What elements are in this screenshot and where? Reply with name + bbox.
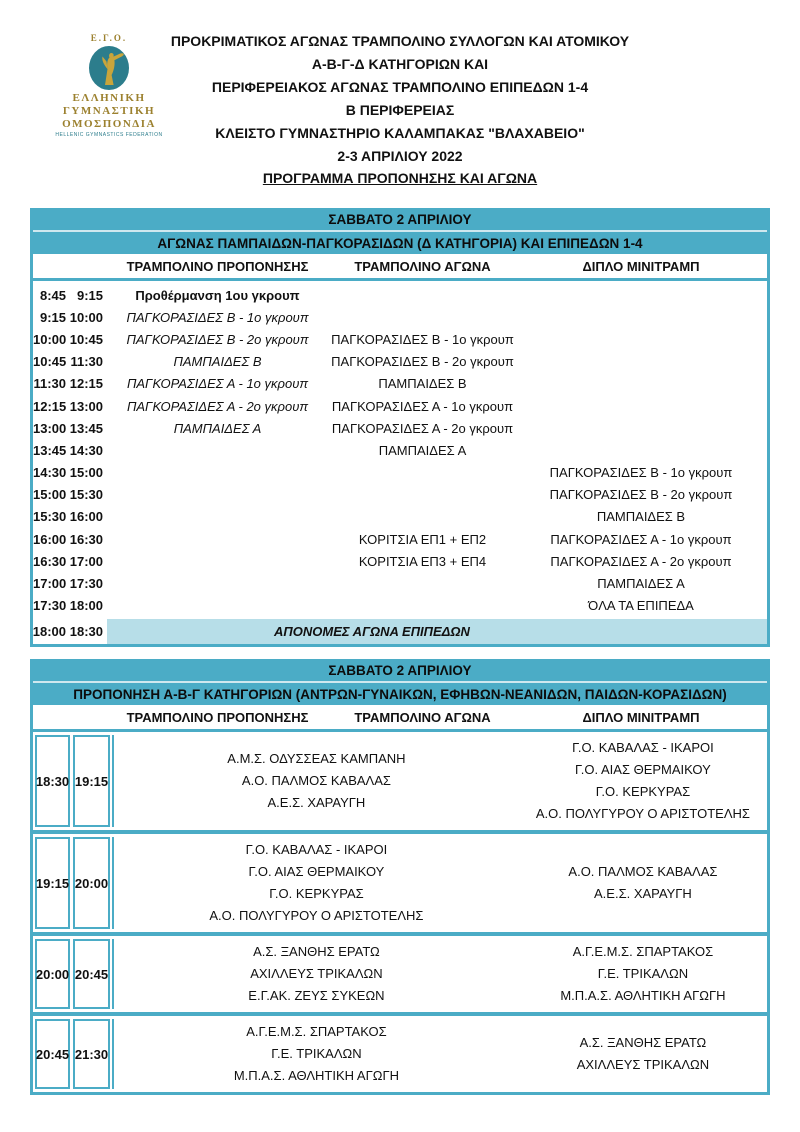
- competition-entry: ΚΟΡΙΤΣΙΑ ΕΠ3 + ΕΠ4: [358, 553, 487, 569]
- minitramp-entry: ΠΑΓΚΟΡΑΣΙΔΕΣ Β - 2ο γκρουπ: [549, 487, 733, 503]
- club-name: Α.Ο. ΠΑΛΜΟΣ ΚΑΒΑΛΑΣ: [241, 773, 391, 788]
- minitramp-clubs-list: [519, 941, 767, 1007]
- schedule-row: [33, 417, 767, 439]
- table1-footer-row: [33, 619, 767, 644]
- time-start-cell: 18:30: [35, 735, 70, 827]
- title-line: ΚΛΕΙΣΤΟ ΓΥΜΝΑΣΤΗΡΙΟ ΚΑΛΑΜΠΑΚΑΣ "ΒΛΑΧΑΒΕΙΟ": [215, 125, 585, 141]
- time-start: 15:30: [33, 509, 67, 525]
- club-name: Γ.Ε. ΤΡΙΚΑΛΩΝ: [597, 966, 689, 981]
- club-name: Α.Σ. ΞΑΝΘΗΣ ΕΡΑΤΩ: [579, 1035, 707, 1050]
- time-start: 12:15: [33, 398, 67, 414]
- column-header-training: ΤΡΑΜΠΟΛΙΝΟ ΠΡΟΠΟΝΗΣΗΣ: [126, 709, 309, 725]
- training-clubs-list: [114, 839, 519, 927]
- club-name: Μ.Π.Α.Σ. ΑΘΛΗΤΙΚΗ ΑΓΩΓΗ: [560, 988, 726, 1003]
- club-name: ΑΧΙΛΛΕΥΣ ΤΡΙΚΑΛΩΝ: [250, 966, 383, 981]
- time-end: 15:00: [69, 465, 103, 481]
- table1-column-headers: [33, 254, 767, 281]
- club-name: Γ.Ο. ΚΑΒΑΛΑΣ - ΙΚΑΡΟΙ: [245, 842, 388, 857]
- table2-body: [33, 732, 767, 1092]
- block-content: [112, 735, 767, 827]
- logo-acronym: Ε.Γ.Ο.: [90, 33, 128, 43]
- time-end: 14:30: [69, 442, 103, 458]
- time-start: 16:30: [33, 553, 67, 569]
- column-header-competition: ΤΡΑΜΠΟΛΙΝΟ ΑΓΩΝΑ: [354, 258, 491, 274]
- table2-header-band: [33, 659, 767, 705]
- column-header-minitramp: ΔΙΠΛΟ ΜΙΝΙΤΡΑΜΠ: [582, 258, 700, 274]
- time-start-cell: 20:45: [35, 1019, 70, 1089]
- minitramp-entry: ΠΑΓΚΟΡΑΣΙΔΕΣ Α - 1ο γκρουπ: [550, 531, 732, 547]
- column-header-competition: ΤΡΑΜΠΟΛΙΝΟ ΑΓΩΝΑ: [354, 709, 491, 725]
- competition-entry: ΠΑΓΚΟΡΑΣΙΔΕΣ Β - 1ο γκρουπ: [331, 331, 514, 347]
- time-start: 13:00: [33, 420, 67, 436]
- time-start: 10:45: [33, 354, 67, 370]
- logo-name-line3: ΟΜΟΣΠΟΝΔΙΑ: [62, 118, 156, 130]
- time-start: 16:00: [33, 531, 67, 547]
- time-start-cell: 20:00: [35, 939, 70, 1009]
- training-clubs-list: [114, 941, 519, 1007]
- time-end-cell: 20:00: [73, 837, 110, 929]
- block-content: [112, 1019, 767, 1089]
- schedule-row: [33, 572, 767, 594]
- schedule-row: [33, 506, 767, 528]
- time-end: 10:00: [69, 309, 103, 325]
- training-clubs-list: [114, 748, 519, 814]
- club-name: Ε.Γ.ΑΚ. ΖΕΥΣ ΣΥΚΕΩΝ: [248, 988, 385, 1003]
- time-start: 14:30: [33, 465, 67, 481]
- schedule-row: [33, 284, 767, 306]
- club-name: Α.Ο. ΠΑΛΜΟΣ ΚΑΒΑΛΑΣ: [568, 864, 718, 879]
- competition-entry: ΠΑΜΠΑΙΔΕΣ Β: [378, 376, 467, 392]
- minitramp-clubs-list: [519, 1032, 767, 1076]
- schedule-row: [33, 595, 767, 617]
- minitramp-entry: ΠΑΜΠΑΙΔΕΣ Β: [596, 509, 686, 525]
- awards-ceremony-label: ΑΠΟΝΟΜΕΣ ΑΓΩΝΑ ΕΠΙΠΕΔΩΝ: [107, 619, 767, 644]
- schedule-row: [33, 328, 767, 350]
- time-end: 12:15: [69, 376, 103, 392]
- block-content: [112, 837, 767, 929]
- minitramp-clubs-list: [519, 737, 767, 825]
- club-name: Α.Γ.Ε.Μ.Σ. ΣΠΑΡΤΑΚΟΣ: [572, 944, 714, 959]
- table2-column-headers: [33, 705, 767, 732]
- logo-name-line1: ΕΛΛΗΝΙΚΗ: [72, 92, 146, 104]
- document-title: [0, 30, 800, 168]
- training-entry: ΠΑΓΚΟΡΑΣΙΔΕΣ Β - 2ο γκρουπ: [126, 331, 309, 347]
- logo-subtitle: HELLENIC GYMNASTICS FEDERATION: [55, 132, 163, 138]
- schedule-row: [33, 462, 767, 484]
- schedule-row: [33, 528, 767, 550]
- time-start: 18:00: [32, 623, 66, 639]
- time-end: 13:45: [69, 420, 103, 436]
- time-start: 11:30: [33, 376, 66, 392]
- time-end: 10:45: [69, 331, 103, 347]
- training-block: [33, 830, 767, 932]
- minitramp-entry: ΠΑΓΚΟΡΑΣΙΔΕΣ Α - 2ο γκρουπ: [550, 553, 732, 569]
- time-end: 16:00: [69, 509, 103, 525]
- time-end: 18:00: [69, 598, 103, 614]
- time-start: 17:30: [33, 598, 67, 614]
- club-name: Μ.Π.Α.Σ. ΑΘΛΗΤΙΚΗ ΑΓΩΓΗ: [233, 1068, 400, 1083]
- title-line: 2-3 ΑΠΡΙΛΙΟΥ 2022: [337, 148, 463, 164]
- program-title: ΠΡΟΓΡΑΜΜΑ ΠΡΟΠΟΝΗΣΗΣ ΚΑΙ ΑΓΩΝΑ: [262, 170, 538, 186]
- club-name: Γ.Ο. ΚΕΡΚΥΡΑΣ: [269, 886, 364, 901]
- schedule-row: [33, 395, 767, 417]
- training-block: [33, 732, 767, 830]
- club-name: Γ.Ο. ΑΙΑΣ ΘΕΡΜΑΙΚΟΥ: [575, 762, 711, 777]
- schedule-row: [33, 351, 767, 373]
- schedule-row: [33, 373, 767, 395]
- training-entry: Προθέρμανση 1ου γκρουπ: [135, 287, 300, 303]
- schedule-row: [33, 484, 767, 506]
- club-name: Α.Ε.Σ. ΧΑΡΑΥΓΗ: [267, 795, 366, 810]
- club-name: Α.Ο. ΠΟΛΥΓΥΡΟΥ Ο ΑΡΙΣΤΟΤΕΛΗΣ: [209, 908, 424, 923]
- schedule-row: [33, 550, 767, 572]
- training-block: [33, 932, 767, 1012]
- club-name: Α.Ε.Σ. ΧΑΡΑΥΓΗ: [594, 886, 692, 901]
- time-start: 15:00: [33, 487, 67, 503]
- club-name: Γ.Ο. ΚΑΒΑΛΑΣ - ΙΚΑΡΟΙ: [572, 740, 714, 755]
- competition-entry: ΠΑΜΠΑΙΔΕΣ Α: [378, 442, 467, 458]
- title-line: Α-Β-Γ-Δ ΚΑΤΗΓΟΡΙΩΝ ΚΑΙ: [311, 56, 489, 72]
- club-name: Α.Ο. ΠΟΛΥΓΥΡΟΥ Ο ΑΡΙΣΤΟΤΕΛΗΣ: [535, 806, 750, 821]
- training-entry: ΠΑΜΠΑΙΔΕΣ Α: [173, 420, 262, 436]
- time-end-cell: 20:45: [73, 939, 110, 1009]
- time-start: 17:00: [33, 576, 67, 592]
- time-start: 8:45: [39, 287, 66, 303]
- time-start: 10:00: [33, 331, 67, 347]
- title-line: ΠΡΟΚΡΙΜΑΤΙΚΟΣ ΑΓΩΝΑΣ ΤΡΑΜΠΟΛΙΝΟ ΣΥΛΛΟΓΩΝ ΚΑΙ ΑΤΟΜΙΚΟΥ: [170, 33, 630, 49]
- table2-subtitle: ΠΡΟΠΟΝΗΣΗ Α-Β-Γ ΚΑΤΗΓΟΡΙΩΝ (ΑΝΤΡΩΝ-ΓΥΝΑΙΚΩΝ, ΕΦΗΒΩΝ-ΝΕΑΝΙΔΩΝ, ΠΑΙΔΩΝ-ΚΟΡΑΣΙΔΩΝ): [33, 681, 767, 705]
- competition-entry: ΠΑΓΚΟΡΑΣΙΔΕΣ Α - 1ο γκρουπ: [331, 398, 514, 414]
- time-start-cell: 19:15: [35, 837, 70, 929]
- training-entry: ΠΑΓΚΟΡΑΣΙΔΕΣ Β - 1ο γκρουπ: [126, 309, 309, 325]
- club-name: Α.Μ.Σ. ΟΔΥΣΣΕΑΣ ΚΑΜΠΑΝΗ: [227, 751, 406, 766]
- table1-body: [33, 281, 767, 617]
- training-clubs-list: [114, 1021, 519, 1087]
- training-entry: ΠΑΜΠΑΙΔΕΣ Β: [173, 354, 262, 370]
- logo-name-line2: ΓΥΜΝΑΣΤΙΚΗ: [62, 105, 156, 117]
- time-end: 9:15: [76, 287, 103, 303]
- column-header-minitramp: ΔΙΠΛΟ ΜΙΝΙΤΡΑΜΠ: [582, 709, 700, 725]
- club-name: Γ.Ε. ΤΡΙΚΑΛΩΝ: [271, 1046, 362, 1061]
- competition-schedule-table: [30, 208, 770, 647]
- column-header-training: ΤΡΑΜΠΟΛΙΝΟ ΠΡΟΠΟΝΗΣΗΣ: [126, 258, 309, 274]
- training-block: [33, 1012, 767, 1092]
- table2-day: ΣΑΒΒΑΤΟ 2 ΑΠΡΙΛΙΟΥ: [328, 663, 472, 678]
- table1-header-band: [33, 208, 767, 254]
- time-end: 18:30: [69, 623, 103, 639]
- time-end: 17:30: [69, 576, 103, 592]
- minitramp-entry: ΠΑΓΚΟΡΑΣΙΔΕΣ Β - 1ο γκρουπ: [549, 465, 733, 481]
- training-entry: ΠΑΓΚΟΡΑΣΙΔΕΣ Α - 2ο γκρουπ: [126, 398, 309, 414]
- time-end-cell: 19:15: [73, 735, 110, 827]
- schedule-row: [33, 439, 767, 461]
- time-end: 15:30: [69, 487, 103, 503]
- time-start: 9:15: [39, 309, 66, 325]
- time-end-cell: 21:30: [73, 1019, 110, 1089]
- time-start: 13:45: [33, 442, 67, 458]
- schedule-row: [33, 306, 767, 328]
- club-name: ΑΧΙΛΛΕΥΣ ΤΡΙΚΑΛΩΝ: [576, 1057, 710, 1072]
- time-end: 13:00: [69, 398, 103, 414]
- club-name: Γ.Ο. ΑΙΑΣ ΘΕΡΜΑΙΚΟΥ: [248, 864, 385, 879]
- block-content: [112, 939, 767, 1009]
- training-schedule-table: [30, 659, 770, 1095]
- minitramp-clubs-list: [519, 861, 767, 905]
- competition-entry: ΚΟΡΙΤΣΙΑ ΕΠ1 + ΕΠ2: [358, 531, 487, 547]
- title-line: ΠΕΡΙΦΕΡΕΙΑΚΟΣ ΑΓΩΝΑΣ ΤΡΑΜΠΟΛΙΝΟ ΕΠΙΠΕΔΩΝ 1-4: [211, 79, 589, 95]
- title-line: Β ΠΕΡΙΦΕΡΕΙΑΣ: [345, 102, 455, 118]
- club-name: Α.Σ. ΞΑΝΘΗΣ ΕΡΑΤΩ: [253, 944, 380, 959]
- competition-entry: ΠΑΓΚΟΡΑΣΙΔΕΣ Β - 2ο γκρουπ: [331, 354, 514, 370]
- time-end: 11:30: [70, 354, 103, 370]
- club-name: Γ.Ο. ΚΕΡΚΥΡΑΣ: [595, 784, 691, 799]
- time-end: 17:00: [69, 553, 103, 569]
- competition-entry: ΠΑΓΚΟΡΑΣΙΔΕΣ Α - 2ο γκρουπ: [331, 420, 514, 436]
- table1-day: ΣΑΒΒΑΤΟ 2 ΑΠΡΙΛΙΟΥ: [328, 212, 472, 227]
- club-name: Α.Γ.Ε.Μ.Σ. ΣΠΑΡΤΑΚΟΣ: [246, 1024, 387, 1039]
- minitramp-entry: ΌΛΑ ΤΑ ΕΠΙΠΕΔΑ: [588, 598, 694, 614]
- table1-subtitle: ΑΓΩΝΑΣ ΠΑΜΠΑΙΔΩΝ-ΠΑΓΚΟΡΑΣΙΔΩΝ (Δ ΚΑΤΗΓΟΡΙΑ) ΚΑΙ ΕΠΙΠΕΔΩΝ 1-4: [33, 230, 767, 254]
- minitramp-entry: ΠΑΜΠΑΙΔΕΣ Α: [597, 576, 685, 592]
- time-end: 16:30: [69, 531, 103, 547]
- training-entry: ΠΑΓΚΟΡΑΣΙΔΕΣ Α - 1ο γκρουπ: [126, 376, 309, 392]
